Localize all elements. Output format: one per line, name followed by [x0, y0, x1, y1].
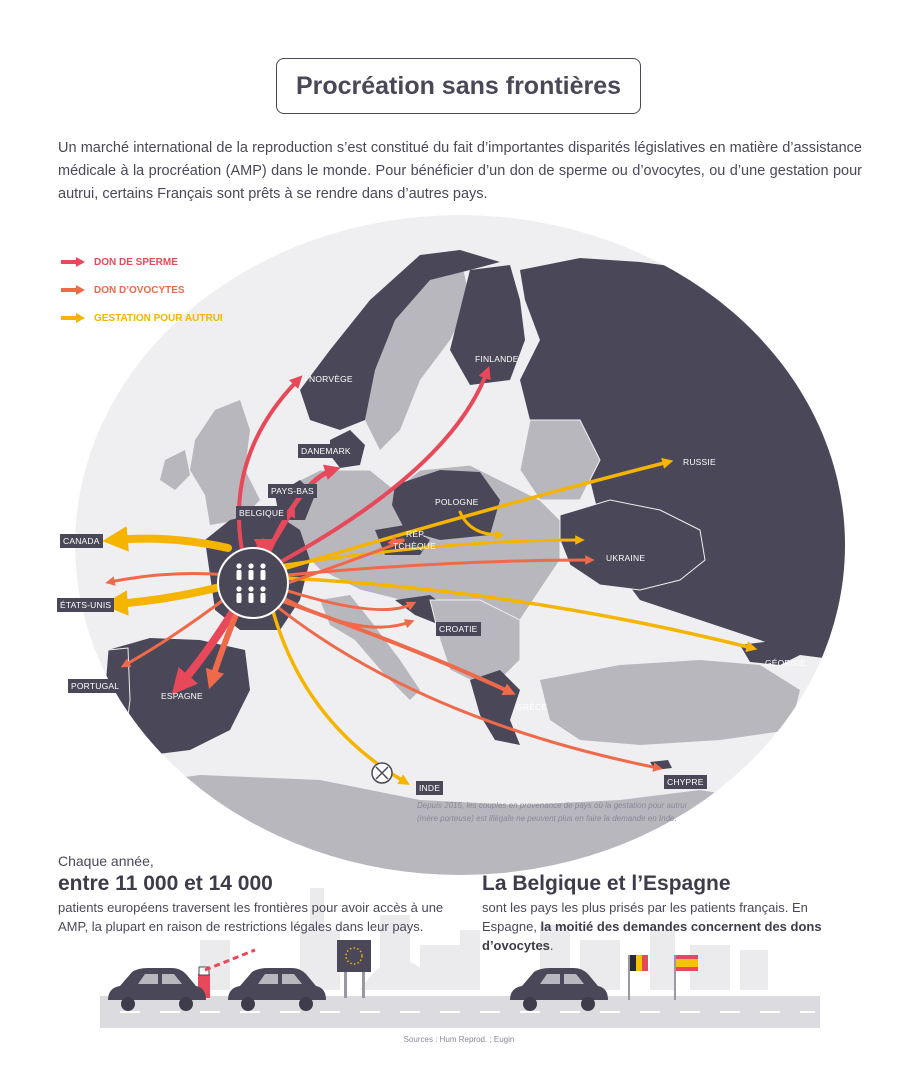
- stat2-text: [482, 898, 862, 955]
- stat2-text-bold: la moitié des demandes concernent des dons d’ovocytes: [482, 919, 822, 953]
- intro-paragraph: Un marché international de la reproduction s’est constitué du fait d’importantes disparités législatives en matière d’assistance médicale à la procréation (AMP) dans le monde. Pour bénéficier d’un don de sperme ou d’ovocytes, ou d’une gestation pour autrui, certains Français sont prêts à se rendre dans d’autres pays.: [58, 140, 862, 202]
- stat2-headline: La Belgique et l’Espagne: [482, 872, 731, 895]
- label-finlande: FINLANDE: [475, 354, 519, 364]
- label-norvege: NORVÈGE: [309, 374, 353, 384]
- stat2-text-a: sont les pays les plus prisés par les patients français. En Espagne,: [482, 900, 808, 934]
- label-portugal: PORTUGAL: [68, 679, 122, 693]
- stat1-text: patients européens traversent les frontières pour avoir accès à une AMP, la plupart en raison de restrictions légales dans leur pays.: [58, 900, 444, 934]
- label-danemark: DANEMARK: [298, 444, 354, 458]
- legend-label-ovocyte: DON D’OVOCYTES: [94, 284, 185, 296]
- label-espagne: ESPAGNE: [161, 691, 203, 701]
- label-pologne: POLOGNE: [435, 497, 479, 507]
- label-inde: INDE: [416, 781, 443, 795]
- label-belgique: BELGIQUE: [236, 506, 287, 520]
- stat2-text-c: .: [549, 938, 554, 953]
- label-croatie: CROATIE: [436, 622, 481, 636]
- page-title: Procréation sans frontières: [276, 58, 641, 114]
- stat1-headline: entre 11 000 et 14 000: [58, 872, 273, 895]
- label-pays-bas: PAYS-BAS: [268, 484, 317, 498]
- label-rep-tcheque-2: TCHÈQUE: [393, 541, 436, 551]
- eu-flag: [337, 940, 371, 972]
- legend-label-gpa: GESTATION POUR AUTRUI: [94, 312, 223, 324]
- india-note: Depuis 2015, les couples en provenance de pays où la gestation pour autrui (mère porteuse) est illégale ne peuvent plus en faire la demande en Inde.: [417, 801, 687, 823]
- label-georgie: GÉORGIE: [765, 658, 807, 668]
- label-canada: CANADA: [60, 534, 103, 548]
- label-russie: RUSSIE: [683, 457, 716, 467]
- label-ukraine: UKRAINE: [606, 553, 646, 563]
- belgium-flag: [630, 955, 648, 971]
- spain-flag: [676, 955, 698, 971]
- label-grece: GRÈCE: [516, 702, 548, 712]
- label-rep-tcheque-1: RÉP.: [406, 529, 426, 539]
- stat1-pre: Chaque année,: [58, 853, 154, 869]
- label-chypre: CHYPRE: [664, 775, 707, 789]
- legend-label-sperm: DON DE SPERME: [94, 256, 178, 268]
- sources: Sources : Hum Reprod. ; Eugin: [403, 1035, 515, 1044]
- label-etats-unis: ÉTATS-UNIS: [57, 598, 114, 612]
